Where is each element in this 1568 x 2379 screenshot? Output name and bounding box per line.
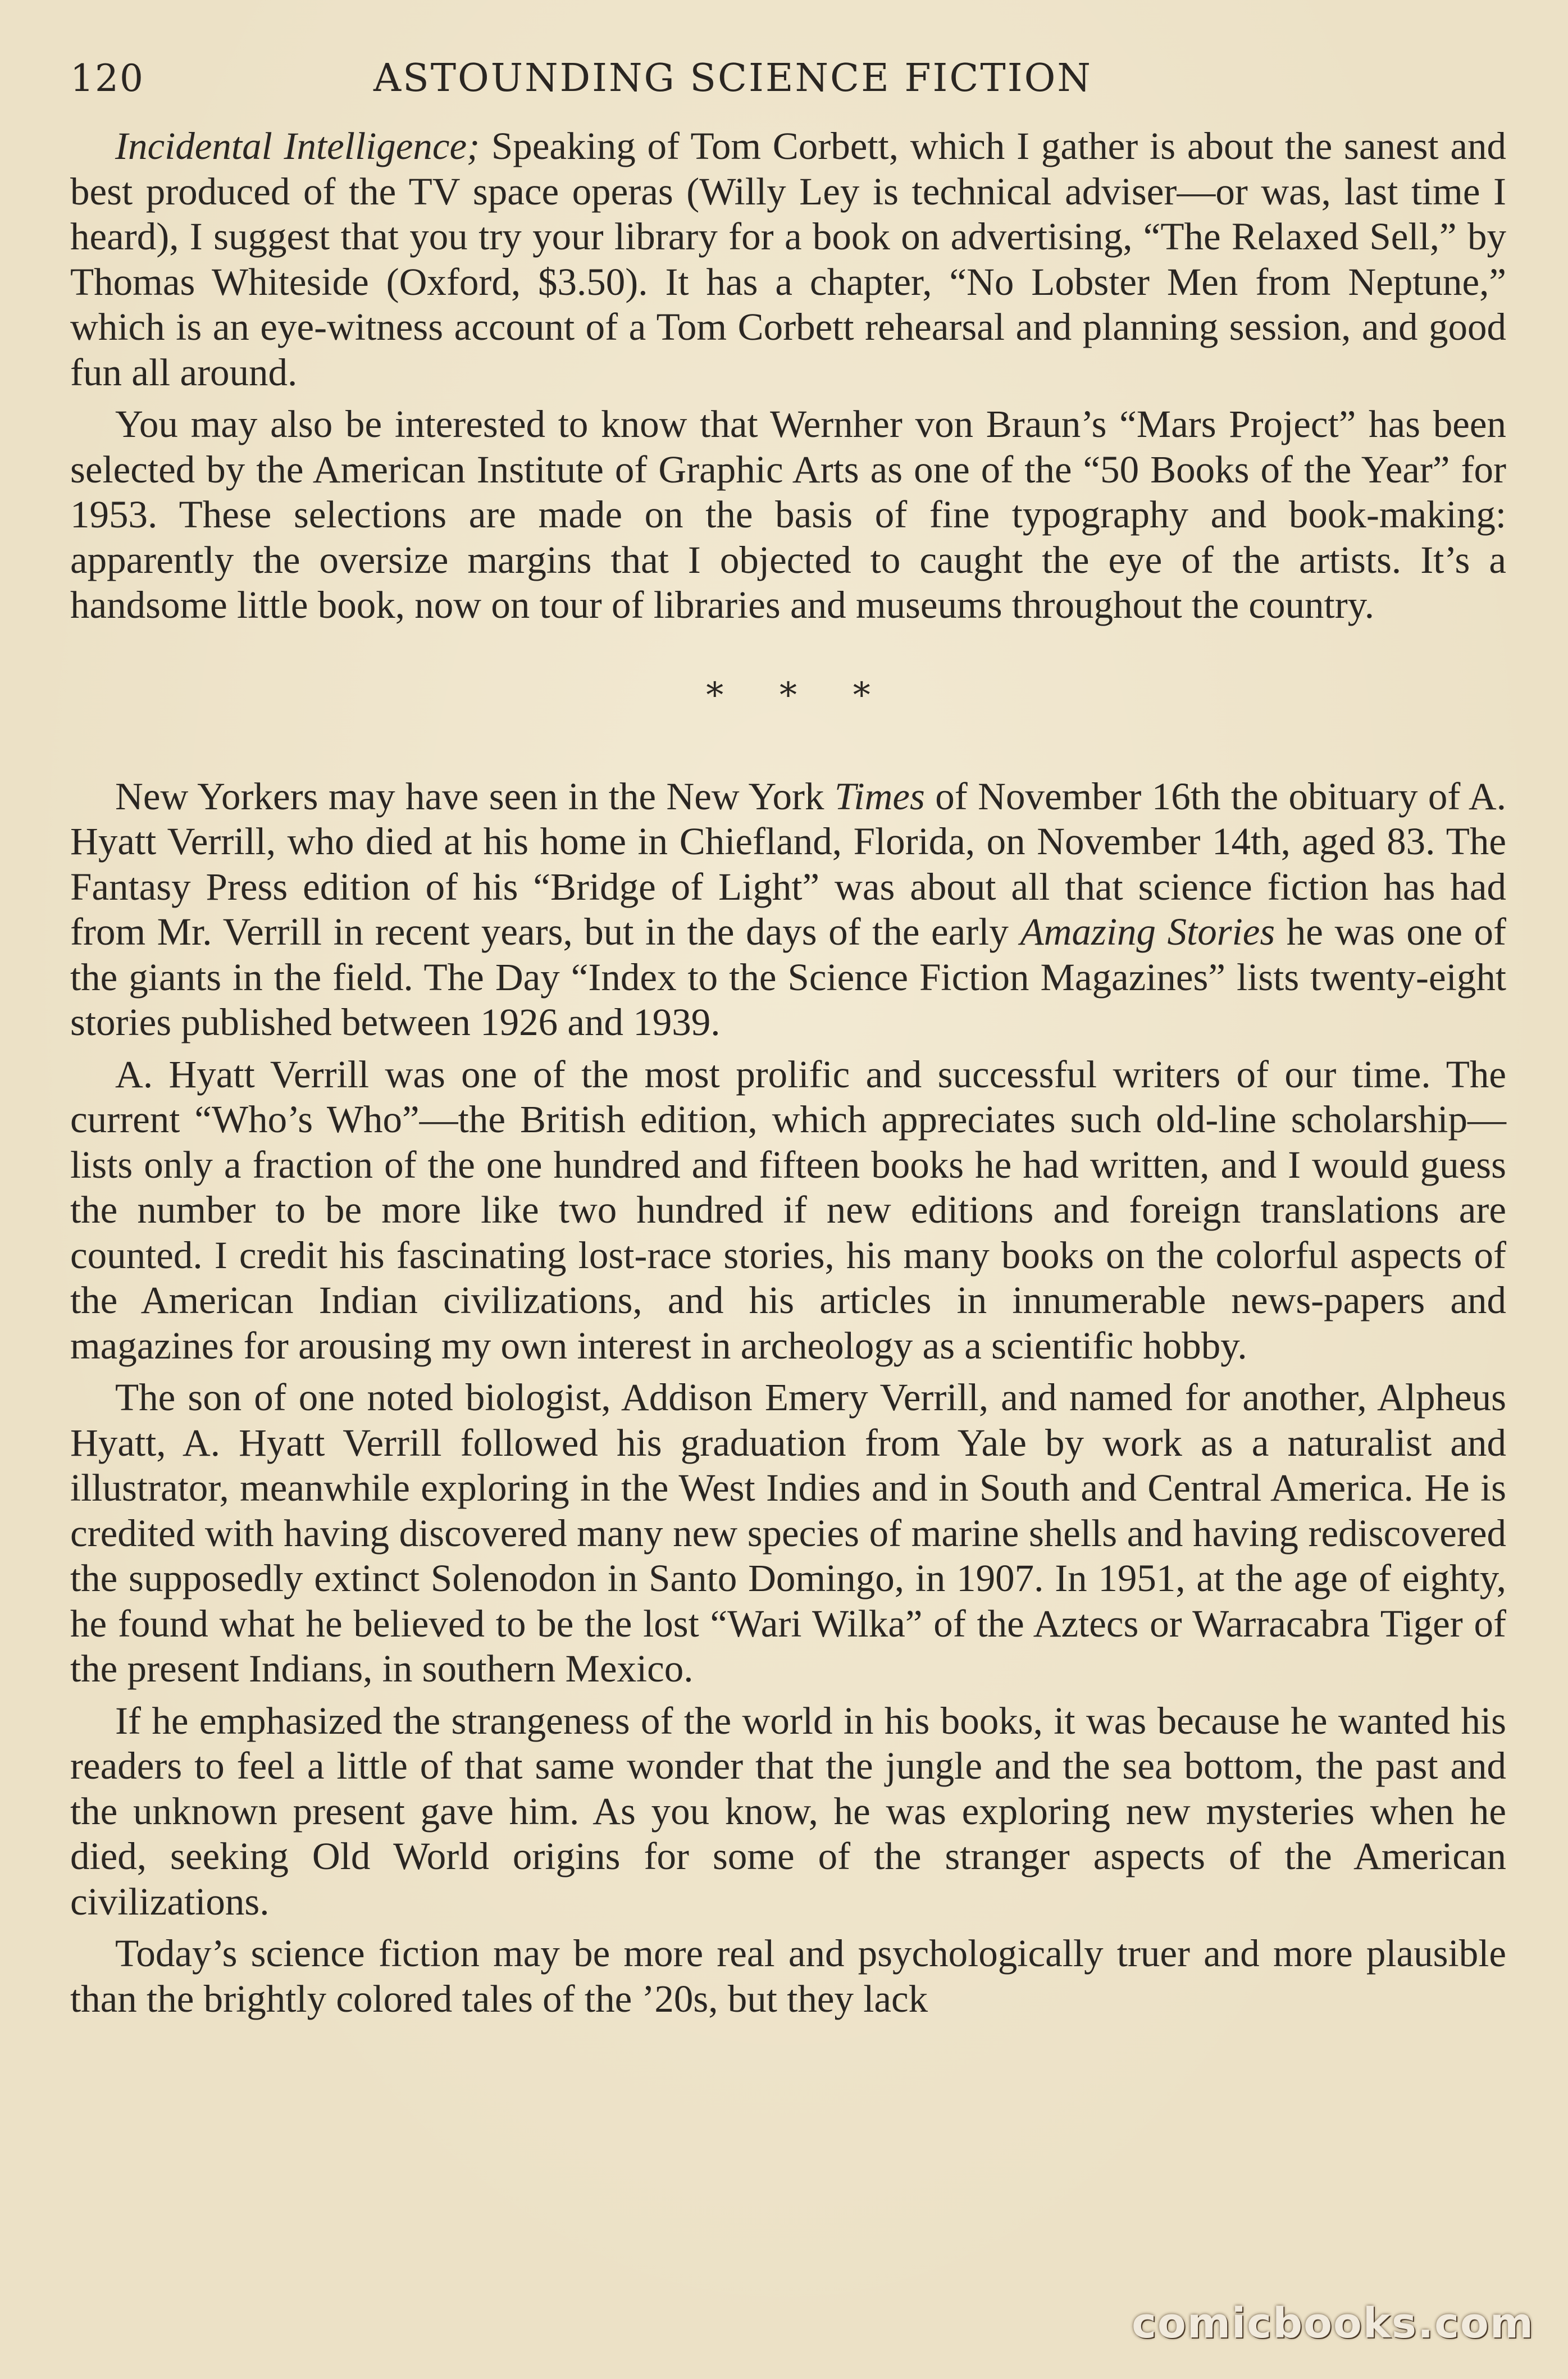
page-number: 120 — [70, 57, 144, 100]
italic-title: Amazing Stories — [1020, 910, 1275, 953]
watermark-logo: comicbooks.com — [1132, 2299, 1534, 2348]
paragraph-lead-italic: Incidental Intelligence; — [115, 125, 480, 167]
section-verrill-obituary — [70, 774, 1506, 2022]
paragraph-text: of November 16th the obituary of A. Hyatt Verrill, who died at his home in Chiefland, Florida, on November 14th, aged 83. The Fantasy Press edition of his “Bridge of Light” was about all that science fiction has had from Mr. Verrill in recent years, but in the days of the early — [70, 774, 1506, 953]
paragraph: You may also be interested to know that Wernher von Braun’s “Mars Project” has been selected by the American Institute of Graphic Arts as one of the “50 Books of the Year” for 1953. These selections are made on the basis of fine typography and book-making: apparently the oversize margins that I objected to caught the eye of the artists. It’s a handsome little book, now on tour of libraries and museums throughout the country. — [70, 403, 1506, 626]
section-separator: * * * — [706, 674, 893, 715]
paragraph-text: New Yorkers may have seen in the New York — [115, 774, 835, 818]
running-title: ASTOUNDING SCIENCE FICTION — [373, 56, 1092, 101]
paragraph: If he emphasized the strangeness of the world in his books, it was because he wanted his readers to feel a little of that same wonder that the jungle and the sea bottom, the past and the unknown present gave him. As you know, he was exploring new mysteries when he died, seeking Old World origins for some of the stranger aspects of the American civilizations. — [70, 1699, 1506, 1923]
page-header — [70, 56, 1506, 124]
section-incidental-intelligence — [70, 124, 1506, 628]
paragraph-text: Speaking of Tom Corbett, which I gather is about the sanest and best produced of the TV space operas (Willy Ley is technical adviser—or was, last time I heard), I suggest that you try your library for a book on advertising, “The Relaxed Sell,” by Thomas Whiteside (Oxford, $3.50). It has a chapter, “No Lobster Men from Neptune,” which is an eye-witness account of a Tom Corbett rehearsal and planning session, and good fun all around. — [70, 125, 1506, 394]
italic-title: Times — [834, 774, 925, 818]
paragraph: The son of one noted biologist, Addison Emery Verrill, and named for another, Alpheus Hyatt, A. Hyatt Verrill followed his graduation from Yale by work as a naturalist and illustrator, meanwhile exploring in the West Indies and in South and Central America. He is credited with having discovered many new species of marine shells and having rediscovered the supposedly extinct Solenodon in Santo Domingo, in 1907. In 1951, at the age of eighty, he found what he believed to be the lost “Wari Wilka” of the Aztecs or Warracabra Tiger of the present Indians, in southern Mexico. — [70, 1376, 1506, 1690]
paragraph — [70, 774, 1506, 1045]
paragraph: Today’s science fiction may be more real and psychologically truer and more plausible than the brightly colored tales of the ’20s, but they lack — [70, 1932, 1506, 2020]
paragraph — [70, 124, 1506, 395]
paragraph-text: he was one of the giants in the field. The Day “Index to the Science Fiction Magazines” lists twenty-eight stories published between 1926 and 1939. — [70, 910, 1506, 1043]
paragraph: A. Hyatt Verrill was one of the most prolific and successful writers of our time. The current “Who’s Who”—the British edition, which appreciates such old-line scholarship—lists only a fraction of the one hundred and fifteen books he had written, and I would guess the number to be more like two hundred if new editions and foreign translations are counted. I credit his fascinating lost-race stories, his many books on the colorful aspects of the American Indian civilizations, and his articles in innumerable news-papers and magazines for arousing my own interest in archeology as a scientific hobby. — [70, 1052, 1506, 1367]
